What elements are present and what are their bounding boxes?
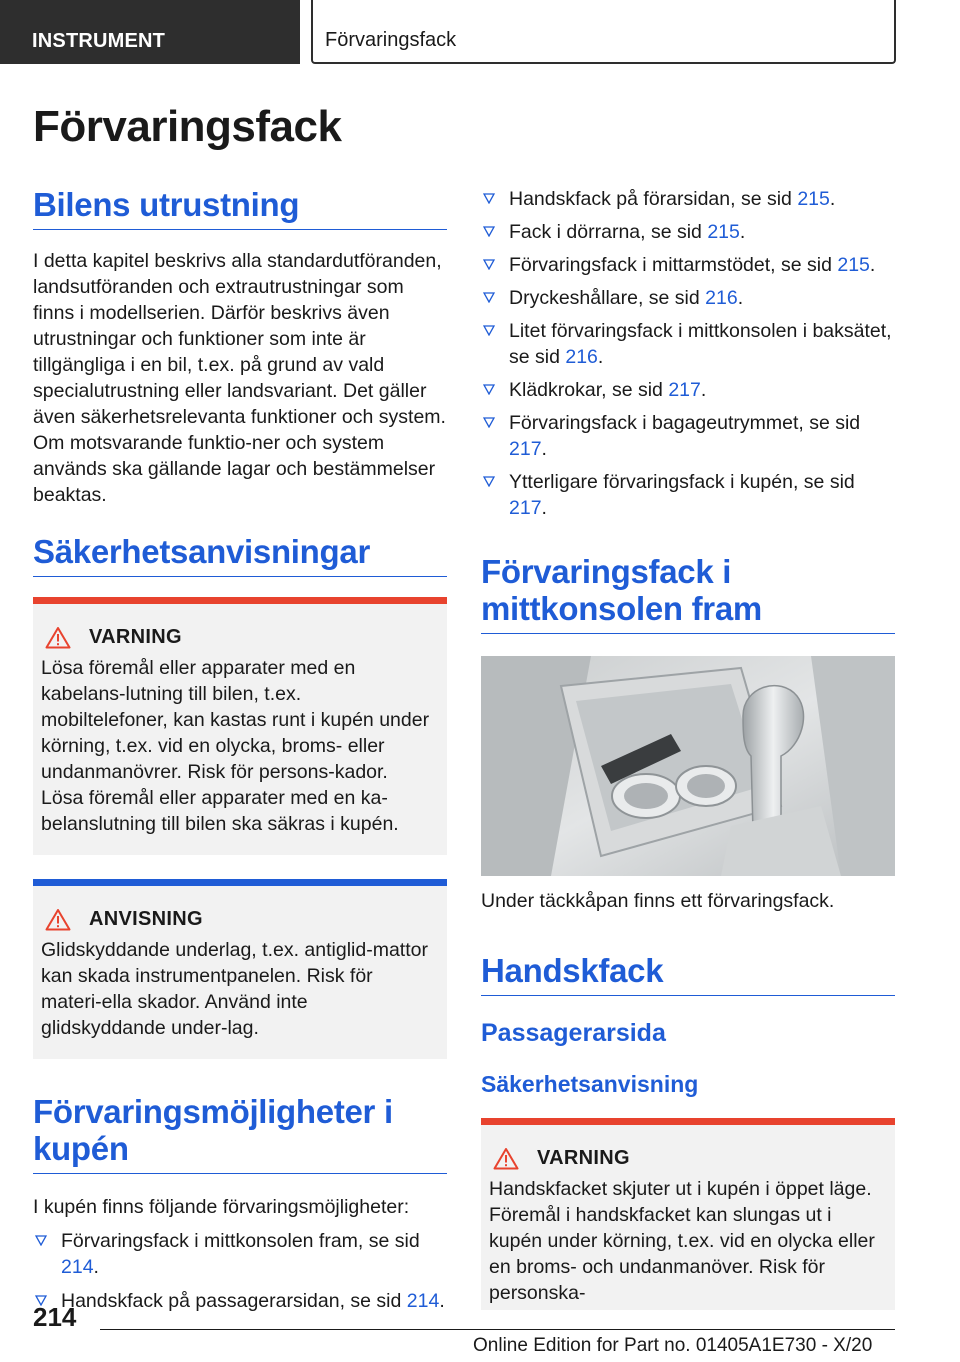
storage-list-right [481,186,895,521]
page-link[interactable]: 214 [61,1256,94,1278]
warning-header [41,626,433,649]
triangle-bullet-icon [483,476,495,487]
list-item-text: Klädkrokar, se sid [509,379,669,401]
right-column [481,186,895,1310]
list-item: Förvaringsfack i bagageutrymmet, se sid 217. [481,410,895,462]
section-heading-equipment: Bilens utrustning [33,186,447,230]
page-link[interactable]: 217 [509,497,542,519]
list-item: Förvaringsfack i mittkonsolen fram, se sid 214. [33,1228,447,1280]
page-number: 214 [33,1302,77,1332]
page-link[interactable]: 215 [707,221,740,243]
list-item-text: Handskfack på passagerarsidan, se sid [61,1290,407,1312]
header-section-label: INSTRUMENT [32,30,166,52]
list-item-text: Dryckeshållare, se sid [509,287,706,309]
triangle-bullet-icon [483,384,495,395]
subheading-passenger-side: Passagerarsida [481,1019,666,1047]
header-chapter-tab [311,0,896,64]
section-heading-center-console: Förvaringsfack i mittkonsolen fram [481,553,895,634]
equipment-paragraph: I detta kapitel beskrivs alla standardutföranden, landsutföranden och extrautrustningar som finns i modellserien. Därför beskrivs även utrustningar och funktioner som inte är tillgängliga i en bil, t.ex. på grund av vald specialutrustning eller landsvariant. Det gäller även säkerhetsrelevanta funktioner och system. Om motsvarande funktio‐ner och system används ska gällande lagar och bestämmelser beaktas. [33,250,446,506]
triangle-bullet-icon [483,325,495,336]
triangle-bullet-icon [35,1235,47,1246]
header-chapter-label: Förvaringsfack [325,29,457,51]
list-item-text: Förvaringsfack i mittarmstödet, se sid [509,254,838,276]
glovebox-warning-header [489,1147,881,1170]
page-link[interactable]: 215 [797,188,830,210]
list-item: Dryckeshållare, se sid 216. [481,285,895,311]
page-link[interactable]: 214 [406,1290,440,1312]
center-console-photo [481,656,895,876]
list-item-text: Fack i dörrarna, se sid [509,221,708,243]
warning-label: VARNING [89,626,182,648]
list-item: Ytterligare förvaringsfack i kupén, se sid 217. [481,469,895,521]
triangle-bullet-icon [483,259,495,270]
note-text: Glidskyddande underlag, t.ex. antiglid-mattor kan skada instrumentpanelen. Risk för materi‐ella skador. Använd inte glidskyddande under‐lag. [41,939,428,1039]
list-item: Förvaringsfack i mittarmstödet, se sid 215. [481,252,895,278]
list-item-text: Ytterligare förvaringsfack i kupén, se sid [509,471,855,493]
section-heading-glovebox: Handskfack [481,952,895,996]
list-item: Handskfack på förarsidan, se sid 215. [481,186,895,212]
glovebox-warning-box [481,1118,895,1310]
list-item: Fack i dörrarna, se sid 215. [481,219,895,245]
footer-edition: Online Edition for Part no. 01405A1E730 - X/20 [473,1335,873,1356]
note-box [33,879,447,1059]
glovebox-warning-label: VARNING [537,1147,630,1169]
warning-triangle-icon [493,1147,519,1170]
section-heading-storage-options: Förvaringsmöjligheter i kupén [33,1093,447,1174]
list-item-text: Förvaringsfack i mittkonsolen fram, se sid [61,1230,420,1252]
page-link[interactable]: 217 [668,379,701,401]
page-link[interactable]: 216 [705,287,738,309]
triangle-bullet-icon [483,417,495,428]
warning-triangle-icon [45,626,71,649]
warning-box [33,597,447,855]
glovebox-warning-text: Handskfacket skjuter ut i kupén i öppet läge. Föremål i handskfacket kan slungas ut i kupén under körning, t.ex. vid en olycka eller en broms- och undanmanöver. Risk för personska‐ [489,1178,875,1304]
center-console-caption: Under täckkåpan finns ett förvaringsfack. [481,890,835,912]
list-item-text: Handskfack på förarsidan, se sid [509,188,798,210]
list-item: Litet förvaringsfack i mittkonsolen i baksätet, se sid 216. [481,318,895,370]
list-item-text: Litet förvaringsfack i mittkonsolen i baksätet, se sid [509,320,892,368]
note-header [41,908,433,931]
left-column [33,186,447,1314]
warning-text: Lösa föremål eller apparater med en kabelans‐lutning till bilen, t.ex. mobiltelefoner, kan kastas runt i kupén under körning, t.ex. vid en olycka, broms- eller undanmanövrer. Risk för persons‐kador. Lösa föremål eller apparater med en ka‐belanslutning till bilen ska säkras i kupén. [41,657,430,835]
note-triangle-icon [45,908,71,931]
storage-list-left [33,1228,447,1314]
page-link[interactable]: 216 [565,346,598,368]
header-section-tab [0,0,300,64]
list-item: Handskfack på passagerarsidan, se sid 214. [33,1288,447,1314]
footer-divider [100,1329,895,1330]
triangle-bullet-icon [483,292,495,303]
list-item: Klädkrokar, se sid 217. [481,377,895,403]
triangle-bullet-icon [483,226,495,237]
page-title: Förvaringsfack [33,102,342,151]
section-heading-safety: Säkerhetsanvisningar [33,533,447,577]
storage-intro: I kupén finns följande förvaringsmöjligheter: [33,1196,410,1218]
list-item-text: Förvaringsfack i bagageutrymmet, se sid [509,412,861,434]
note-label: ANVISNING [89,908,203,930]
page-link[interactable]: 215 [837,254,870,276]
triangle-bullet-icon [483,193,495,204]
subheading-safety-note: Säkerhetsanvisning [481,1071,699,1097]
page-link[interactable]: 217 [509,438,542,460]
